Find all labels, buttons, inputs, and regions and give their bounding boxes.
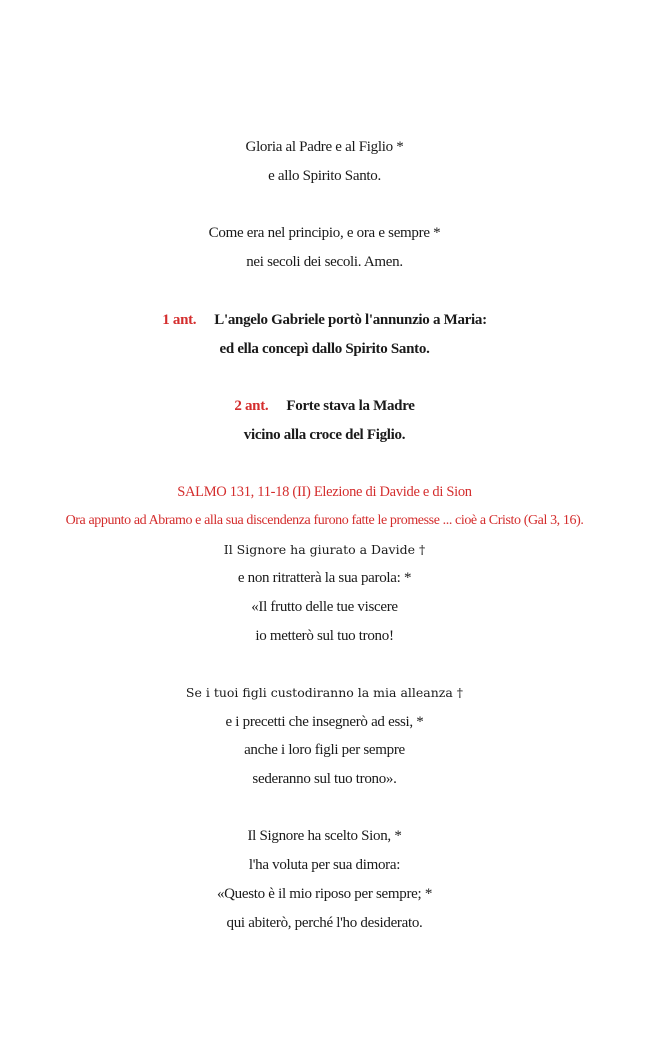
verse-line: Il Signore ha giurato a Davide †: [223, 542, 426, 557]
antiphon-2-second-line: vicino alla croce del Figlio.: [243, 427, 406, 443]
doxology-line: Come era nel principio, e ora e sempre *: [208, 225, 441, 241]
doxology-line: nei secoli dei secoli. Amen.: [246, 254, 403, 270]
psalm-title: SALMO 131, 11-18 (II) Elezione di Davide e di Sion: [177, 484, 472, 500]
doxology-line: e allo Spirito Santo.: [268, 168, 381, 184]
verse-line: Se i tuoi figli custodiranno la mia alleanza †: [185, 685, 464, 700]
doxology-line: Gloria al Padre e al Figlio *: [245, 139, 404, 155]
antiphon-2-text: Forte stava la Madre: [286, 398, 415, 414]
verse-line: l'ha voluta per sua dimora:: [248, 857, 401, 873]
verse-line: qui abiterò, perché l'ho desiderato.: [226, 915, 423, 931]
antiphon-1-first-line: [0, 310, 649, 330]
antiphon-1-label: 1 ant.: [162, 312, 197, 328]
verse-line: anche i loro figli per sempre: [244, 742, 405, 758]
verse-line: Il Signore ha scelto Sion, *: [247, 828, 402, 844]
verse-line: «Questo è il mio riposo per sempre; *: [216, 886, 433, 902]
antiphon-2-first-line: [0, 396, 649, 416]
verse-line: sederanno sul tuo trono».: [252, 771, 397, 787]
antiphon-1-text: L'angelo Gabriele portò l'annunzio a Maria:: [214, 312, 487, 328]
antiphon-2-label: 2 ant.: [234, 398, 269, 414]
verse-line: «Il frutto delle tue viscere: [251, 599, 398, 615]
verse-line: io metterò sul tuo trono!: [255, 628, 394, 644]
verse-line: e non ritratterà la sua parola: *: [237, 570, 412, 586]
antiphon-1-second-line: ed ella concepì dallo Spirito Santo.: [219, 341, 430, 357]
verse-line: e i precetti che insegnerò ad essi, *: [225, 714, 424, 730]
psalm-subtitle: Ora appunto ad Abramo e alla sua discendenza furono fatte le promesse ... cioè a Cristo (Gal 3, 16).: [65, 513, 584, 528]
